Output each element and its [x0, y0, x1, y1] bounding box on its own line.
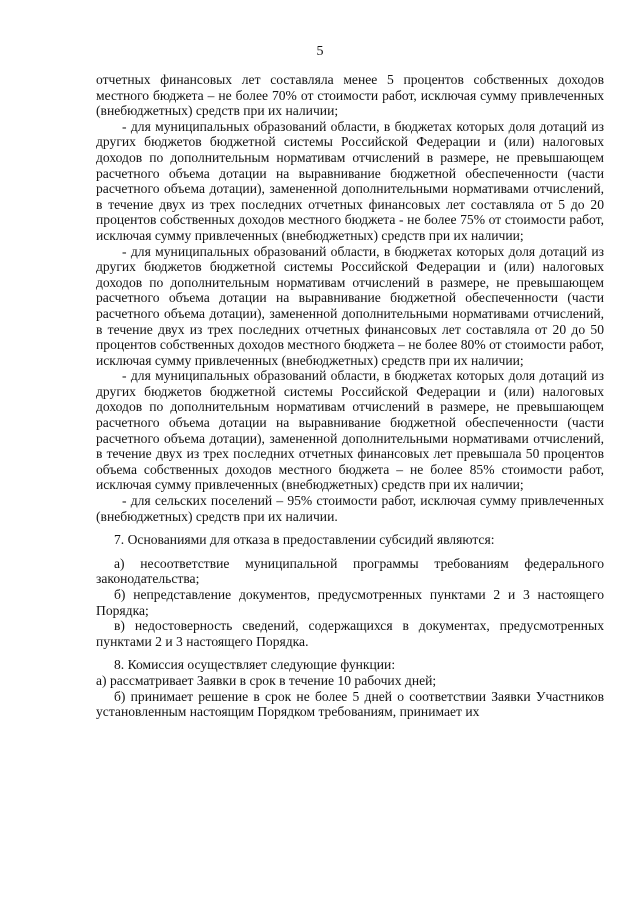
page-number: 5	[316, 44, 324, 59]
paragraph-bullet-1: - для муниципальных образований области, в бюджетах которых доля дотаций из других бюджетов бюджетной системы Российской Федерации и (или) налоговых доходов по дополнительным нормативам отчислений в размере, не превышающем расчетного объема дотации на выравнивание бюджетной обеспеченности (части расчетного объема дотации), замененной дополнительными нормативами отчислений, в течение двух из трех последних отчетных финансовых лет составляла от 5 до 20 процентов собственных доходов местного бюджета - не более 75% от стоимости работ, исключая сумму привлеченных (внебюджетных) средств при их наличии;	[96, 118, 604, 243]
section-8-heading: 8. Комиссия осуществляет следующие функции:	[114, 657, 396, 673]
paragraph-bullet-4: - для сельских поселений – 95% стоимости работ, исключая сумму привлеченных (внебюджетных) средств при их наличии.	[96, 493, 604, 524]
section-7-item-a: а) несоответствие муниципальной программы требованиям федерального законодательства;	[96, 555, 604, 587]
section-7-item-b: б) непредставление документов, предусмотренных пунктами 2 и 3 настоящего Порядка;	[96, 587, 604, 618]
paragraph-bullet-2: - для муниципальных образований области, в бюджетах которых доля дотаций из других бюджетов бюджетной системы Российской Федерации и (или) налоговых доходов по дополнительным нормативам отчислений в размере, не превышающем расчетного объема дотации на выравнивание бюджетной обеспеченности (части расчетного объема дотации), замененной дополнительными нормативами отчислений, в течение двух из трех последних отчетных финансовых лет составляла от 20 до 50 процентов собственных доходов местного бюджета – не более 80% от стоимости работ, исключая сумму привлеченных (внебюджетных) средств при их наличии;	[96, 243, 604, 368]
section-8-item-a: а) рассматривает Заявки в срок в течение 10 рабочих дней;	[96, 672, 437, 688]
section-7-item-c: в) недостоверность сведений, содержащихся в документах, предусмотренных пунктами 2 и 3 настоящего Порядка.	[96, 618, 604, 649]
section-8-item-b: б) принимает решение в срок не более 5 дней о соответствии Заявки Участников установленным настоящим Порядком требованиям, принимает их	[96, 688, 604, 720]
paragraph-continuation: отчетных финансовых лет составляла менее 5 процентов собственных доходов местного бюджета – не более 70% от стоимости работ, исключая сумму привлеченных (внебюджетных) средств при их наличии;	[96, 72, 604, 119]
document-body	[96, 72, 604, 720]
paragraph-bullet-3: - для муниципальных образований области, в бюджетах которых доля дотаций из других бюджетов бюджетной системы Российской Федерации и (или) налоговых доходов по дополнительным нормативам отчислений в размере, не превышающем расчетного объема дотации на выравнивание бюджетной обеспеченности (части расчетного объема дотации), замененной дополнительными нормативами отчислений, в течение двух из трех последних отчетных финансовых лет превышала 50 процентов объема собственных доходов местного бюджета – не более 85% стоимости работ, исключая сумму привлеченных (внебюджетных) средств при их наличии;	[96, 368, 604, 493]
section-7-heading: 7. Основаниями для отказа в предоставлении субсидий являются:	[114, 532, 495, 548]
